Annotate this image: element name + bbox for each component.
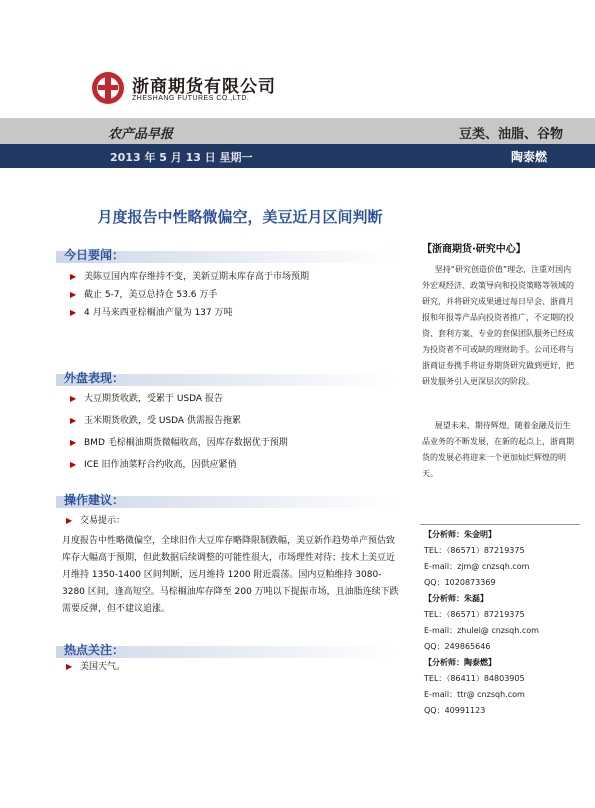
analyst-name: 【分析师：陶泰燃】 (424, 658, 496, 667)
analyst-name: 【分析师：朱磊】 (424, 594, 488, 603)
arrow-bullet-icon: ▶ (70, 308, 77, 317)
list-item: ▶ BMD 毛棕榈油期货微幅收高，因库存数据优于预期 (70, 432, 288, 454)
report-type: 农产品早报 (108, 127, 174, 142)
report-category: 豆类、油脂、谷物 (458, 127, 563, 142)
report-author: 陶泰燃 (510, 150, 547, 164)
today-news-list (70, 268, 309, 322)
arrow-bullet-icon: ▶ (70, 272, 77, 281)
list-item: ▶ 截止 5-7，美豆总持仓 53.6 万手 (70, 286, 309, 304)
analyst-qq: QQ：1020873369 (424, 578, 496, 587)
analyst-block (424, 591, 584, 655)
list-item: ▶ 美陈豆国内库存维持不变，美新豆期末库存高于市场预期 (70, 268, 309, 286)
research-center-outlook: 展望未来、期待辉煌，随着金融及衍生品业务的不断发展，在新的起点上，浙商期货的发展必将迎来一个更加灿烂辉煌的明天。 (422, 421, 574, 478)
today-news-heading: 今日要闻： (64, 248, 125, 262)
report-date: 2013 年 5 月 13 日 星期一 (110, 151, 253, 164)
analyst-tel: TEL：（86411）84803905 (424, 674, 525, 683)
date-band (0, 144, 595, 168)
hot-heading: 热点关注： (64, 643, 125, 657)
research-center-intro: 坚持“研究创造价值”理念，注重对国内外宏观经济、政策导向和投资策略等领域的研究，并将研究成果通过每日早会、浙商月报和年报等产品向投资者推广，不定期的投资、套利方案、专业的套保团队服务已经成为投资者不可或缺的理财助手。公司还将与浙商证券携手将证券期货研究做到更好，把研发服务引入更深层次的阶段。 (422, 265, 574, 386)
list-item: ▶ 4 月马来西亚棕榈油产量为 137 万吨 (70, 304, 309, 322)
company-logo (90, 68, 290, 112)
analyst-block (424, 655, 584, 719)
analyst-qq: QQ：40991123 (424, 706, 486, 715)
analyst-email[interactable]: E-mail：ttr@ cnzsqh.com (424, 690, 525, 699)
arrow-bullet-icon: ▶ (66, 516, 73, 525)
external-list (70, 388, 288, 476)
list-item: ▶ 美国天气。 (66, 658, 125, 676)
company-name-en: ZHESHANG FUTURES CO.,LTD. (132, 95, 250, 102)
analyst-qq: QQ：249865646 (424, 642, 491, 651)
arrow-bullet-icon: ▶ (70, 394, 77, 403)
arrow-bullet-icon: ▶ (70, 416, 77, 425)
analyst-email[interactable]: E-mail：zjm@ cnzsqh.com (424, 562, 530, 571)
list-item: ▶ 交易提示： (66, 512, 125, 530)
analyst-email[interactable]: E-mail：zhulei@ cnzsqh.com (424, 626, 539, 635)
company-name-cn: 浙商期货有限公司 (132, 77, 276, 97)
analyst-contacts (424, 527, 584, 719)
arrow-bullet-icon: ▶ (70, 290, 77, 299)
list-item: ▶ 玉米期货收跌，受 USDA 供需报告拖累 (70, 410, 288, 432)
analyst-block (424, 527, 584, 591)
hot-list (66, 658, 125, 676)
analyst-name: 【分析师：朱金明】 (424, 530, 496, 539)
company-logo-mark-icon (90, 70, 126, 106)
arrow-bullet-icon: ▶ (70, 460, 77, 469)
analyst-tel: TEL：（86571）87219375 (424, 546, 525, 555)
advice-text: 月度报告中性略微偏空，全球旧作大豆库存略降限制跌幅，美豆新作趋势单产预估致库存大幅高于预期，但此数据后续调整的可能性很大，市场理性对待；技术上美豆近月维持 1350-1400 区间判断，远月维持 1200 附近震荡。国内豆粕维持 3080-3280 区间，逢高短空。马棕榈油库存降至 200 万吨以下提振市场，且油脂连续下跌需要反弹，但不建议追涨。 (62, 536, 399, 614)
advice-sub-list (66, 512, 125, 530)
analyst-tel: TEL：（86571）87219375 (424, 610, 525, 619)
external-heading: 外盘表现： (64, 371, 125, 385)
report-type-band (0, 118, 595, 144)
list-item: ▶ ICE 旧作油菜籽合约收高，因供应紧俏 (70, 454, 288, 476)
advice-heading: 操作建议： (64, 493, 125, 507)
research-center-title: 【浙商期货·研究中心】 (422, 244, 526, 255)
report-title: 月度报告中性略微偏空，美豆近月区间判断 (97, 208, 383, 226)
sidebar-divider (420, 524, 580, 525)
arrow-bullet-icon: ▶ (70, 438, 77, 447)
list-item: ▶ 大豆期货收跌，受累于 USDA 报告 (70, 388, 288, 410)
arrow-bullet-icon: ▶ (66, 662, 73, 671)
